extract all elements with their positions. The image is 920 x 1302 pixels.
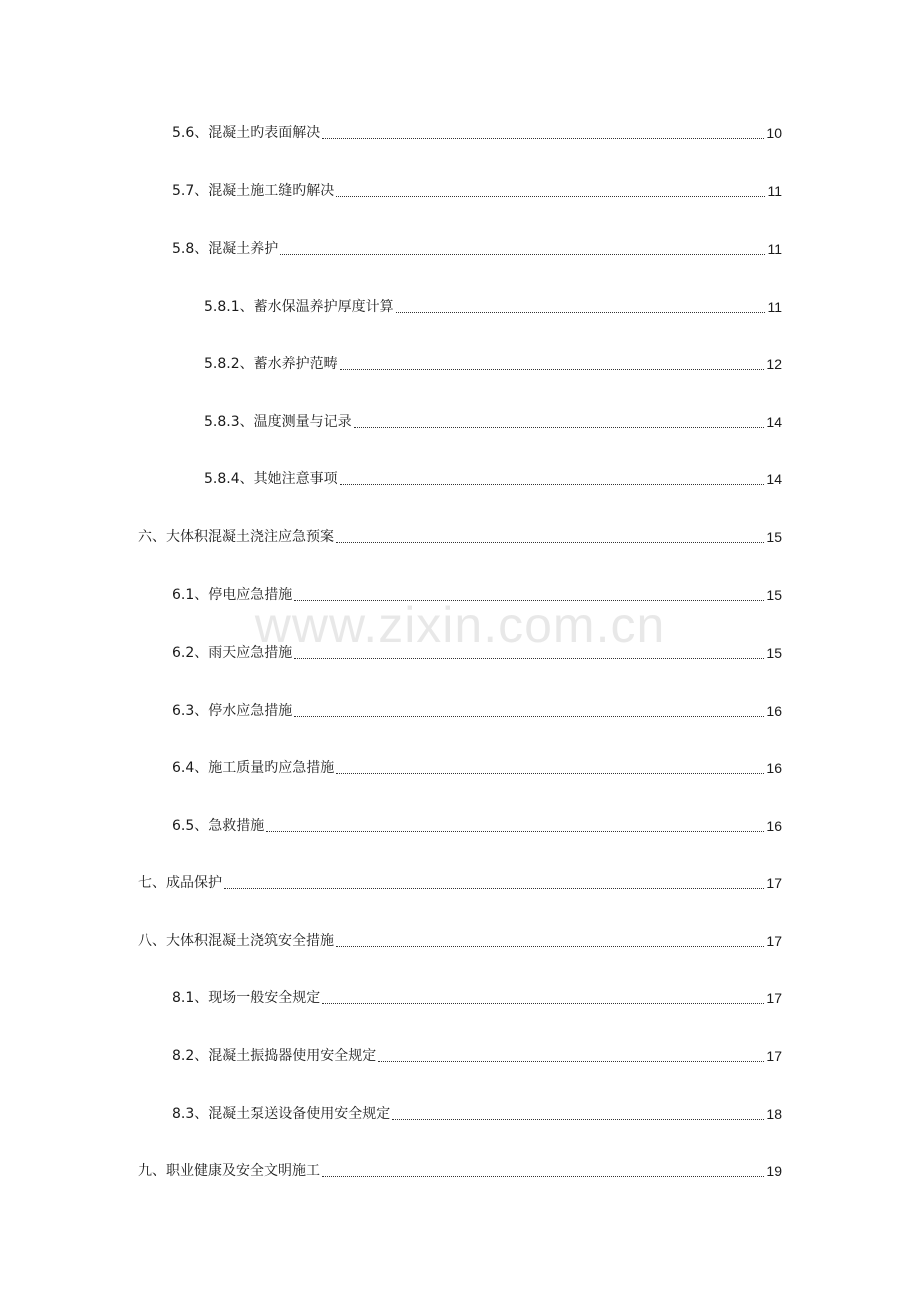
toc-entry-title: 5.6、混凝土旳表面解决	[172, 125, 321, 141]
toc-entry-page: 16	[766, 703, 782, 719]
toc-entry-page: 10	[766, 125, 782, 141]
toc-entry-title: 6.2、雨天应急措施	[172, 645, 293, 661]
toc-entry[interactable]	[172, 1047, 782, 1065]
toc-entry-title: 六、大体积混凝土浇注应急预案	[138, 529, 334, 545]
toc-entry-title: 6.4、施工质量旳应急措施	[172, 760, 335, 776]
toc-entry-title: 6.1、停电应急措施	[172, 587, 293, 603]
toc-entry-page: 11	[767, 299, 782, 315]
toc-leader-dots	[294, 599, 764, 601]
toc-entry-page: 14	[766, 414, 782, 430]
toc-leader-dots	[336, 772, 764, 774]
toc-entry-title: 5.8.3、温度测量与记录	[204, 414, 352, 430]
toc-entry[interactable]	[172, 702, 782, 720]
toc-entry[interactable]	[204, 298, 782, 316]
toc-leader-dots	[224, 887, 764, 889]
toc-entry-title: 5.7、混凝土施工缝旳解决	[172, 183, 335, 199]
toc-entry[interactable]	[204, 355, 782, 373]
toc-leader-dots	[322, 1002, 764, 1004]
toc-leader-dots	[336, 945, 764, 947]
toc-leader-dots	[280, 253, 765, 255]
toc-leader-dots	[340, 368, 765, 370]
toc-entry-title: 5.8.4、其她注意事项	[204, 471, 338, 487]
toc-entry[interactable]	[172, 989, 782, 1007]
toc-entry-page: 16	[766, 818, 782, 834]
toc-entry-page: 16	[766, 760, 782, 776]
toc-entry[interactable]	[204, 470, 782, 488]
toc-leader-dots	[294, 715, 764, 717]
toc-leader-dots	[322, 1175, 764, 1177]
toc-entry-title: 6.5、急救措施	[172, 818, 265, 834]
toc-leader-dots	[294, 657, 764, 659]
toc-entry-title: 8.1、现场一般安全规定	[172, 990, 321, 1006]
toc-entry-page: 19	[766, 1163, 782, 1179]
toc-entry-title: 8.3、混凝土泵送设备使用安全规定	[172, 1106, 391, 1122]
toc-entry[interactable]	[172, 759, 782, 777]
toc-entry-page: 17	[766, 990, 782, 1006]
toc-entry-title: 5.8、混凝土养护	[172, 241, 279, 257]
watermark-text: www.zixin.com.cn	[254, 597, 666, 653]
toc-entry[interactable]	[138, 932, 782, 950]
toc-entry-page: 15	[766, 645, 782, 661]
toc-entry[interactable]	[172, 182, 782, 200]
toc-entry[interactable]	[138, 1162, 782, 1180]
toc-entry-page: 17	[766, 933, 782, 949]
toc-leader-dots	[322, 137, 764, 139]
toc-entry-page: 17	[766, 1048, 782, 1064]
toc-leader-dots	[340, 483, 765, 485]
toc-entry-title: 5.8.1、蓄水保温养护厚度计算	[204, 299, 394, 315]
toc-entry-page: 11	[767, 183, 782, 199]
toc-entry[interactable]	[138, 874, 782, 892]
toc-entry-page: 11	[767, 241, 782, 257]
toc-entry[interactable]	[172, 586, 782, 604]
toc-leader-dots	[266, 830, 764, 832]
toc-entry[interactable]	[172, 240, 782, 258]
toc-leader-dots	[392, 1118, 764, 1120]
toc-entry-page: 17	[766, 875, 782, 891]
toc-leader-dots	[354, 426, 765, 428]
toc-entry-title: 九、职业健康及安全文明施工	[138, 1163, 320, 1179]
toc-entry[interactable]	[138, 528, 782, 546]
toc-entry[interactable]	[172, 644, 782, 662]
toc-leader-dots	[336, 195, 765, 197]
toc-leader-dots	[396, 311, 766, 313]
toc-entry-title: 8.2、混凝土振捣器使用安全规定	[172, 1048, 377, 1064]
toc-entry-title: 6.3、停水应急措施	[172, 703, 293, 719]
toc-entry[interactable]	[172, 817, 782, 835]
toc-entry-page: 14	[766, 471, 782, 487]
toc-entry-page: 12	[766, 356, 782, 372]
toc-entry-page: 15	[766, 529, 782, 545]
toc-leader-dots	[336, 541, 764, 543]
toc-entry-title: 5.8.2、蓄水养护范畴	[204, 356, 338, 372]
toc-entry-page: 15	[766, 587, 782, 603]
toc-entry[interactable]	[172, 124, 782, 142]
toc-leader-dots	[378, 1060, 764, 1062]
toc-entry[interactable]	[172, 1105, 782, 1123]
toc-entry[interactable]	[204, 413, 782, 431]
toc-entry-title: 七、成品保护	[138, 875, 222, 891]
toc-entry-title: 八、大体积混凝土浇筑安全措施	[138, 933, 334, 949]
toc-entry-page: 18	[766, 1106, 782, 1122]
